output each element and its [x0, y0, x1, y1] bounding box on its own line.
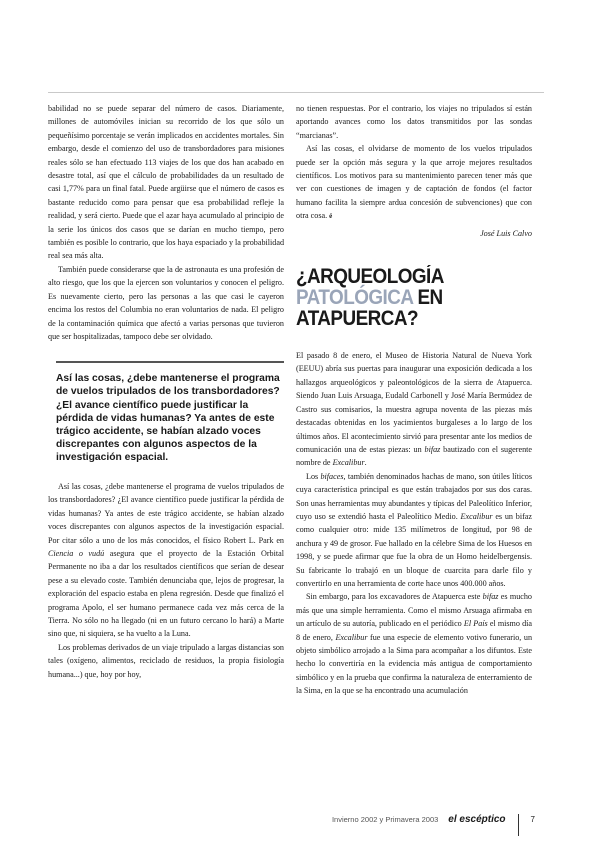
- newspaper-title: El País: [463, 619, 488, 629]
- left-paragraph-3-text: Así las cosas, ¿debe mantenerse el programa de vuelos tripulados de los transbordadores? ¿El avance científico puede justificar la pérdida de vidas humanas? Ya antes de este trágico accidente, se habían alzado voces discrepantes con algunos aspectos de la investigación espacial. Por citar sólo a uno de los más conocidos, el físico Robert L. Park en: [48, 481, 284, 545]
- right-column: [296, 102, 532, 698]
- italic-term: Excalibur: [332, 458, 365, 468]
- right-paragraph-4-text: Los: [306, 471, 321, 481]
- magazine-name: el escéptico: [448, 814, 506, 825]
- right-paragraph-3-text: El pasado 8 de enero, el Museo de Historia Natural de Nueva York (EEUU) abría sus puertas para inaugurar una exposición dedicada a los hallazgos arqueológicos y paleontológicos de la sierra de Atapuerca. Siendo Juan Luis Arsuaga, Eudald Carbonell y José María Bermúdez de Castro sus comisarios, la muestra agrupa noventa de las piezas más destacadas obtenidas en los yacimientos burgaleses a lo largo de los últimos años. El acontecimiento sirvió para presentar ante los medios de comunicación una de estas piezas: un: [296, 351, 532, 454]
- left-paragraph-2: También puede considerarse que la de astronauta es una profesión de alto riesgo, que los que la ejercen son voluntarios y conocen el peligro. Es nuevamente cierto, pero las personas a las que casi le cayeron encima los restos del Columbia no eran voluntarios de nada. El peligro de la contaminación química que afectó a varias personas que tuvieron que ser hospitalizadas, tampoco debe ser olvidado.: [48, 264, 284, 341]
- right-paragraph-4-text-cont: , también denominados hachas de mano, son útiles líticos cuya característica principal es que están trabajados por sus dos caras. Son unas herramientas muy abundantes y típicas del Paleolítico Inferior, cuyo uso se extendió hasta el Paleolítico Medio.: [296, 471, 532, 521]
- italic-term: bifaz: [482, 592, 499, 602]
- right-paragraph-5-text-end: fue una especie de elemento votivo funerario, un objeto simbólico arrojado a la Sima para acompañar a los difuntos. Este hecho lo convertiría en la evidencia más antigua de comportamiento simbólico y en la prueba que confirma la naturaleza de enterramiento de la Sima, en la que se ha encontrado una acumulación: [296, 632, 533, 696]
- right-paragraph-2: [296, 142, 532, 223]
- left-paragraph-1: babilidad no se puede separar del número de casos. Diariamente, millones de automóviles inician su recorrido de los que sólo un pequeñísimo porcentaje se verán implicados en accidentes mortales. Sin embargo, desde el comienzo del uso de transbordadores para misiones reales sólo se han efectuado 113 viajes de los que dos han acabado en desastre total, así que el cálculo de probabilidades da un resultado de casi 1,77% para un final fatal. Puede argüirse que el número de casos es bastante reducido como para pensar que esa probabilidad refleje la realidad, y será cierto. Puede que el azar haya acumulado al principio de la serie los únicos dos casos que se darían en mucho tiempo, pero también es posible lo contrario, que los haya espaciado y la probabilidad real sea más alta.: [48, 104, 285, 261]
- left-paragraph-3: [48, 480, 284, 641]
- left-paragraph-4: Los problemas derivados de un viaje tripulado a largas distancias son tales (oxígeno, alimentos, reciclado de residuos, la propia fisiología humana...) que, hoy por hoy,: [48, 642, 284, 679]
- top-rule: [48, 92, 544, 93]
- right-paragraph-4-text-end: es un bifaz como cualquier otro: mide 135 milímetros de longitud, por 98 de anchura y 49 de grosor. Fue hallado en la célebre Sima de los Huesos en 1998, y se puede afirmar que fue la obra de un Homo heidelbergensis. Su fabricante lo trabajó en un bloque de cuarcita para darle filo y convertirlo en una herramienta de corte hace unos 400.000 años.: [296, 511, 532, 588]
- footer-divider: [518, 814, 519, 836]
- article-headline: [296, 266, 508, 329]
- right-paragraph-4: [296, 470, 532, 591]
- author-name: José Luis Calvo: [480, 228, 532, 238]
- right-paragraph-5-text-cont2: el mismo día 8 de enero,: [296, 619, 532, 642]
- right-paragraph-5-text: Sin embargo, para los excavadores de Atapuerca este: [306, 592, 483, 602]
- right-paragraph-5: [296, 590, 532, 697]
- page-footer: [332, 814, 535, 836]
- headline-highlight: PATOLÓGICA: [296, 286, 413, 310]
- italic-term: Excalibur: [335, 632, 368, 642]
- italic-term: Excalibur: [460, 511, 493, 521]
- right-paragraph-5-text-cont: es mucho más que una simple herramienta. Como el mismo Arsuaga afirmaba en un artículo de su autoría, publicado en el periódico: [296, 592, 532, 629]
- book-title: Ciencia o vudú: [48, 549, 105, 558]
- end-mark-icon: é: [329, 212, 333, 221]
- italic-term: bifaz: [424, 444, 441, 454]
- left-column: [48, 102, 284, 681]
- issue-date: Invierno 2002 y Primavera 2003: [331, 815, 439, 824]
- right-paragraph-3-end: .: [364, 458, 367, 468]
- right-paragraph-1: no tienen respuestas. Por el contrario, los viajes no tripulados sí están aportando avances como los datos transmitidos por las sondas “marcianas”.: [296, 104, 532, 140]
- italic-term: bifaces: [320, 471, 344, 481]
- headline-line-1: ¿ARQUEOLOGÍA: [296, 265, 444, 289]
- headline-line-2-rest: EN: [412, 286, 443, 310]
- author-signature: [296, 227, 532, 240]
- right-paragraph-3-text-cont: bautizado con el sugerente nombre de: [296, 444, 533, 468]
- headline-line-3: ATAPUERCA?: [296, 307, 418, 331]
- right-paragraph-2-text: Así las cosas, el olvidarse de momento de los vuelos tripulados puede ser la opción más segura y la que arroje mejores resultados científicos. Los motivos para su mantenimiento parecen tener más que ver con cuestiones de imagen y de captación de fondos (el factor humano facilita la siempre ardua concesión de subvenciones) que con otra cosa.: [296, 144, 532, 221]
- right-paragraph-3: [296, 349, 532, 470]
- pull-quote: Así las cosas, ¿debe mantenerse el programa de vuelos tripulados de los transbordadores? ¿El avance científico puede justificar la pérdida de vidas humanas? Ya antes de este trágico accidente, se habían alzado voces discrepantes con algunos aspectos de la investigación espacial.: [56, 361, 284, 464]
- page-number: 7: [530, 815, 535, 824]
- headline-line-2: [296, 287, 508, 308]
- left-paragraph-3-text-cont: asegura que el proyecto de la Estación Orbital Permanente no iba a dar los resultados científicos que serían de desear pese a su elevado coste. También denunciaba que, lejos de progresar, la exploración del espacio estaba en plena regresión. Desde que finalizó el programa Apolo, el ser humano permanece cada vez más cerca de la Tierra. No sólo no ha llegado (ni en un futuro cercano lo hará) a Marte sino que, ni siquiera, se ha vuelto a la Luna.: [48, 549, 284, 639]
